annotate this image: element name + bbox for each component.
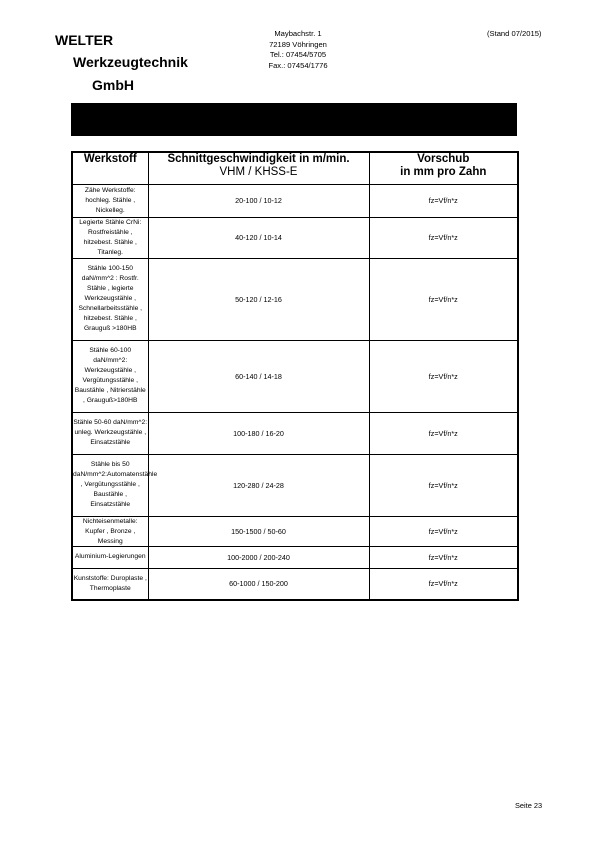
material-cell-text: Kunststoffe: Duroplaste , Thermoplaste <box>73 574 147 592</box>
feed-cell-text: fz=Vf/n*z <box>428 552 458 562</box>
speed-cell <box>148 568 369 600</box>
speed-cell <box>148 454 369 516</box>
feed-cell <box>369 546 518 568</box>
table-row <box>72 340 518 412</box>
material-cell <box>72 258 148 340</box>
feed-cell <box>369 412 518 454</box>
speed-cell <box>148 258 369 340</box>
header-material <box>72 152 148 184</box>
speed-cell-text: 20-100 / 10-12 <box>235 196 282 205</box>
table-row <box>72 546 518 568</box>
table-row <box>72 516 518 546</box>
speed-cell-text: 60-140 / 14-18 <box>235 371 282 381</box>
speed-cell <box>148 340 369 412</box>
speed-cell-text: 100-180 / 16-20 <box>233 428 284 438</box>
header-feed <box>369 152 518 184</box>
speed-cell-text: 60-1000 / 150-200 <box>229 579 288 589</box>
table-row <box>72 184 518 217</box>
speed-cell <box>148 217 369 258</box>
material-cell-text: Stähle 50-60 daN/mm^2: unleg. Werkzeugstähle , Einsatzstähle <box>73 419 148 446</box>
speed-cell-text: 40-120 / 10-14 <box>235 233 282 242</box>
table-header-row <box>72 152 518 184</box>
material-cell <box>72 454 158 516</box>
cutting-data-table <box>71 151 519 601</box>
address-city: 72189 Vöhringen <box>269 39 327 49</box>
address-tel: Tel.: 07454/5705 <box>269 50 327 59</box>
header-speed-sub: VHM / KHSS-E <box>219 166 298 178</box>
speed-cell <box>148 546 369 568</box>
address-street: Maybachstr. 1 <box>274 29 322 38</box>
feed-cell <box>369 516 518 546</box>
company-name-line3: GmbH <box>92 77 134 93</box>
speed-cell-text: 50-120 / 12-16 <box>235 294 282 304</box>
header-material-label: Werkstoff <box>83 153 137 165</box>
feed-cell <box>369 454 518 516</box>
page-number: Seite 23 <box>515 801 543 810</box>
speed-cell-text: 120-280 / 24-28 <box>233 480 284 490</box>
material-cell-text: Stähle 60-100 daN/mm^2: Werkzeugstähle , Vergütungsstähle , Baustähle , Nitrierstähle , Grauguß>180HB <box>74 347 146 404</box>
material-cell-text: Stähle 100-150 daN/mm^2 : Rostfr. Stähle , legierte Werkzeugstähle , Schnellarbeitsstähle , hitzebest. Stähle , Grauguß >180HB <box>78 265 143 332</box>
table-row <box>72 217 518 258</box>
material-cell-text: Stähle bis 50 daN/mm^2:Automatenstähle , Vergütungsstähle , Baustähle , Einsatzstähle <box>73 461 158 508</box>
header-feed-sub: in mm pro Zahn <box>400 166 487 178</box>
table-row <box>72 568 518 600</box>
company-name-line1: WELTER <box>55 32 114 48</box>
feed-cell-text: fz=Vf/n*z <box>428 579 458 589</box>
material-cell <box>72 516 148 546</box>
table-row <box>72 454 518 516</box>
header-feed-label: Vorschub <box>417 153 470 165</box>
speed-cell <box>148 412 369 454</box>
feed-cell <box>369 258 518 340</box>
table-row <box>72 412 518 454</box>
feed-cell-text: fz=Vf/n*z <box>428 371 458 381</box>
material-cell-text: Nichteisenmetalle: Kupfer , Bronze , Messing <box>82 517 138 545</box>
material-cell-text: Legierte Stähle CrNi: Rostfreistähle , hitzebest. Stähle , Titanleg. <box>79 218 142 256</box>
material-cell <box>72 412 148 454</box>
material-cell <box>72 546 148 568</box>
header-speed <box>148 152 369 184</box>
material-cell <box>72 568 148 600</box>
feed-cell <box>369 568 518 600</box>
address-fax: Fax.: 07454/1776 <box>268 60 328 70</box>
feed-cell-text: fz=Vf/n*z <box>428 196 458 205</box>
title-bar <box>71 103 517 136</box>
speed-cell <box>148 516 369 546</box>
feed-cell-text: fz=Vf/n*z <box>428 480 458 490</box>
feed-cell-text: fz=Vf/n*z <box>428 233 458 242</box>
company-name-line2: Werkzeugtechnik <box>73 54 188 70</box>
material-cell <box>72 217 148 258</box>
stand-date: (Stand 07/2015) <box>487 29 542 38</box>
speed-cell-text: 150-1500 / 50-60 <box>231 526 286 536</box>
feed-cell <box>369 217 518 258</box>
material-cell <box>72 340 148 412</box>
speed-cell <box>148 184 369 217</box>
feed-cell <box>369 340 518 412</box>
feed-cell <box>369 184 518 217</box>
material-cell-text: Aluminium-Legierungen <box>74 553 146 560</box>
material-cell-text: Zähe Werkstoffe: hochleg. Stähle , Nickelleg. <box>84 186 136 214</box>
feed-cell-text: fz=Vf/n*z <box>428 526 458 536</box>
header-speed-label: Schnittgeschwindigkeit in m/min. <box>167 153 350 165</box>
material-cell <box>72 184 148 217</box>
address-block <box>242 29 354 71</box>
feed-cell-text: fz=Vf/n*z <box>428 428 458 438</box>
speed-cell-text: 100-2000 / 200-240 <box>227 552 290 562</box>
table-row <box>72 258 518 340</box>
feed-cell-text: fz=Vf/n*z <box>428 294 458 304</box>
